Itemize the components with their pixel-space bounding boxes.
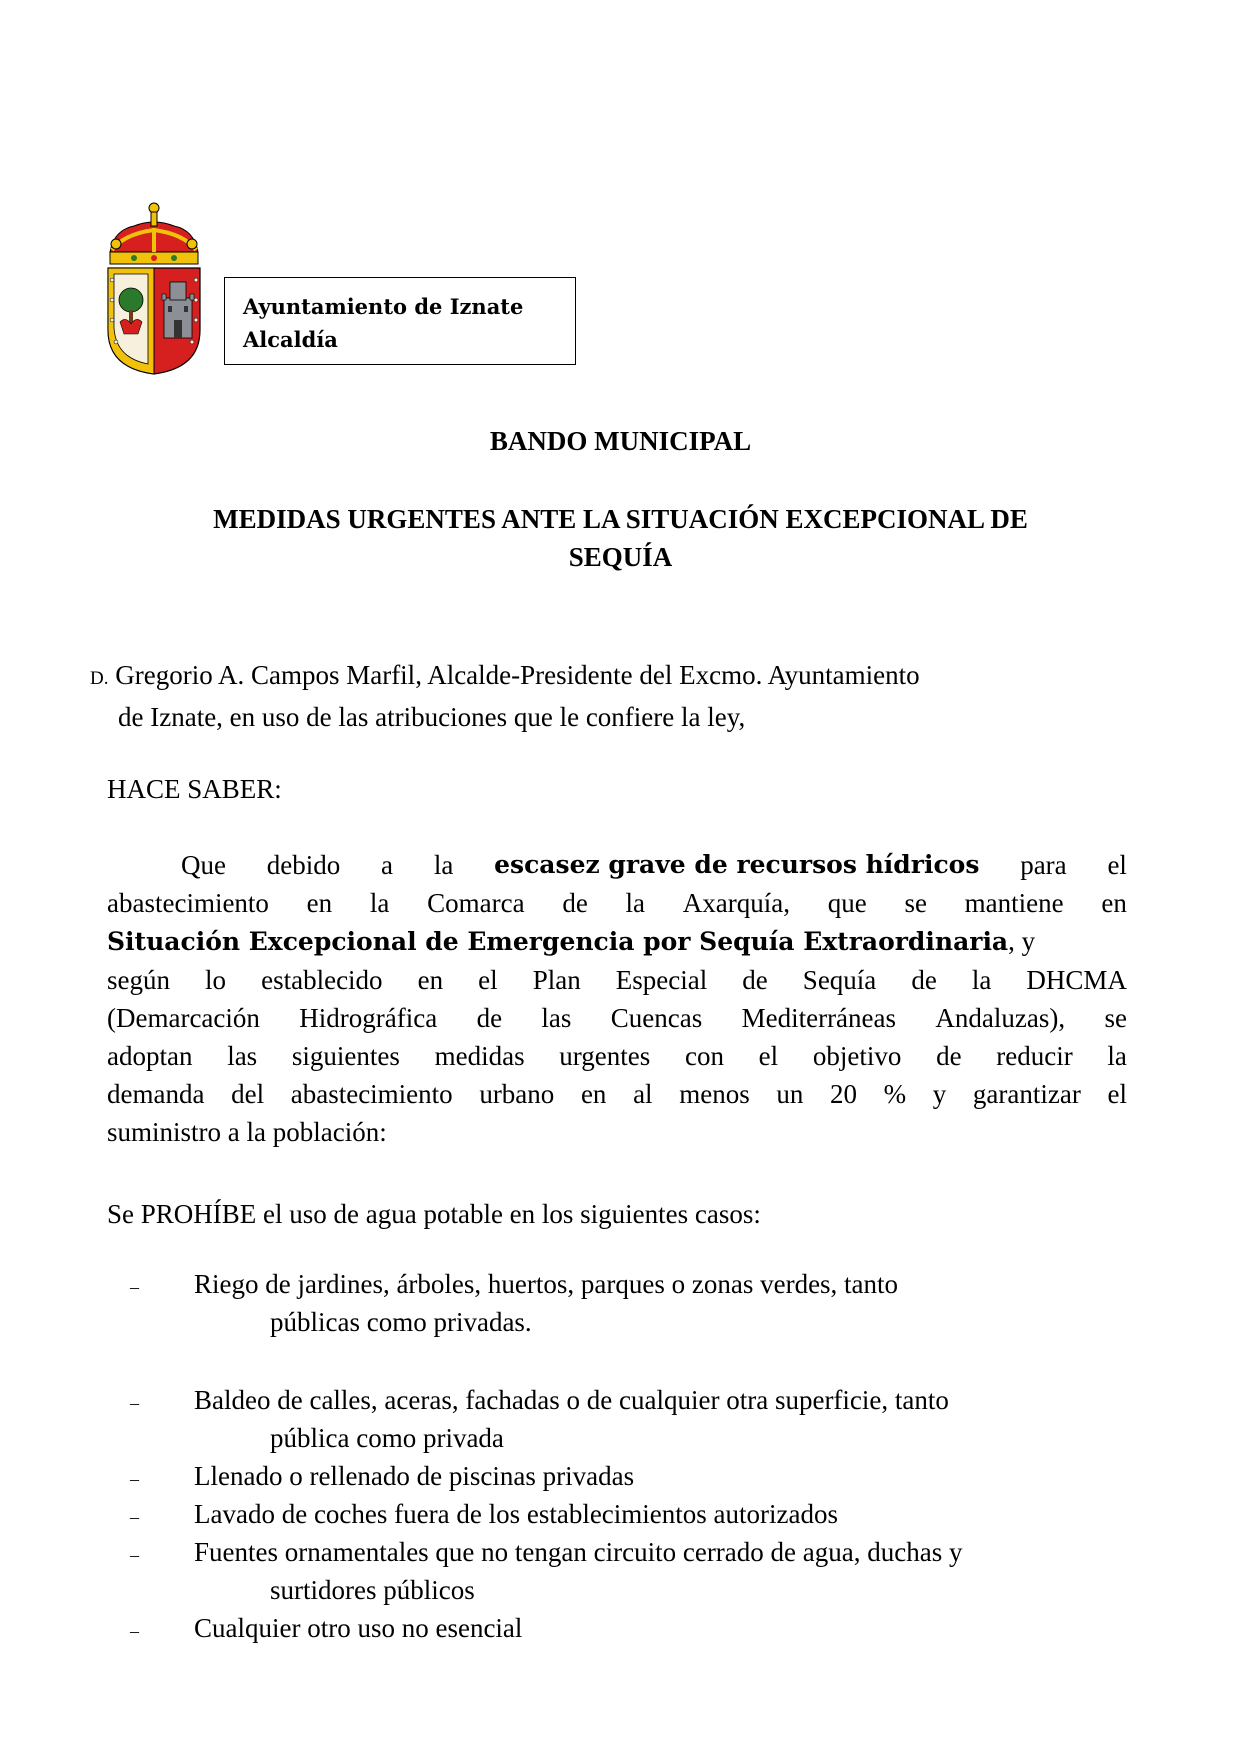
paragraph-word: en	[306, 888, 333, 918]
list-item	[130, 1381, 949, 1457]
paragraph-word: al	[633, 1079, 653, 1109]
paragraph-word: Especial	[615, 965, 708, 995]
paragraph-word: las	[541, 1003, 572, 1033]
paragraph-line	[107, 922, 1127, 961]
paragraph-word: de	[476, 1003, 503, 1033]
paragraph-word: objetivo	[812, 1041, 902, 1071]
paragraph-word: Sequía	[802, 965, 877, 995]
paragraph-word: de	[742, 965, 768, 995]
list-item-text: surtidores públicos	[270, 1575, 475, 1605]
paragraph-word: adoptan	[107, 1041, 193, 1071]
paragraph-word: se	[1104, 1003, 1127, 1033]
header-department: Alcaldía	[243, 327, 338, 352]
paragraph-word: DHCMA	[1026, 965, 1127, 995]
paragraph-word: abastecimiento	[290, 1079, 453, 1109]
paragraph-word: de	[911, 965, 937, 995]
paragraph-word: garantizar	[972, 1079, 1081, 1109]
paragraph-word: Mediterráneas	[741, 1003, 897, 1033]
paragraph-word: reducir	[996, 1041, 1073, 1071]
paragraph-word: la	[433, 850, 454, 880]
list-item-text: Llenado o rellenado de piscinas privadas	[194, 1461, 635, 1491]
list-item	[130, 1495, 838, 1536]
paragraph-line	[107, 961, 1127, 999]
paragraph-word: se	[904, 888, 927, 918]
paragraph-word: Plan	[532, 965, 581, 995]
paragraph-word: en	[580, 1079, 607, 1109]
paragraph-line: suministro a la población:	[107, 1117, 387, 1147]
subtitle-line-1: MEDIDAS URGENTES ANTE LA SITUACIÓN EXCEPCIONAL DE	[213, 504, 1028, 534]
header-box	[224, 277, 576, 365]
paragraph-word: de	[562, 888, 588, 918]
paragraph-word: abastecimiento	[107, 888, 269, 918]
list-item	[130, 1265, 898, 1341]
bullet-dash: –	[130, 1392, 139, 1413]
paragraph-line	[107, 846, 1127, 884]
paragraph-word: urgentes	[559, 1041, 651, 1071]
paragraph-word: la	[971, 965, 992, 995]
list-item	[130, 1457, 634, 1498]
paragraph-word: %	[883, 1079, 907, 1109]
bullet-dash: –	[130, 1506, 139, 1527]
paragraph-word: para	[1020, 850, 1067, 880]
paragraph-word: Que	[181, 850, 226, 880]
list-item-text: públicas como privadas.	[270, 1307, 532, 1337]
paragraph-word: a	[381, 850, 394, 880]
paragraph-word: del	[231, 1079, 265, 1109]
bullet-dash: –	[130, 1468, 139, 1489]
paragraph-word: de	[936, 1041, 962, 1071]
paragraph-word: un	[776, 1079, 804, 1109]
paragraph-word: con	[684, 1041, 724, 1071]
paragraph-word: la	[1107, 1041, 1127, 1071]
list-item-text: Baldeo de calles, aceras, fachadas o de cualquier otra superficie, tanto	[194, 1385, 949, 1415]
paragraph-line	[107, 1075, 1127, 1113]
paragraph-word: Hidrográfica	[299, 1003, 438, 1033]
paragraph-word: el	[758, 1041, 779, 1071]
intro-line-1: Gregorio A. Campos Marfil, Alcalde-Presidente del Excmo. Ayuntamiento	[115, 660, 920, 690]
paragraph-word: siguientes	[291, 1041, 400, 1071]
paragraph-word: en	[1101, 888, 1127, 918]
paragraph-text: , y	[1008, 926, 1036, 956]
scarcity-text: escasez grave de recursos hídricos	[494, 850, 980, 879]
paragraph-line	[107, 884, 1127, 922]
paragraph-word: debido	[266, 850, 341, 880]
intro-line-2: de Iznate, en uso de las atribuciones que le confiere la ley,	[118, 702, 746, 732]
bullet-dash: –	[130, 1620, 139, 1641]
paragraph-word: Cuencas	[610, 1003, 703, 1033]
list-item	[130, 1533, 962, 1609]
paragraph-word: 20	[829, 1079, 857, 1109]
paragraph-word: las	[227, 1041, 258, 1071]
paragraph-word: Axarquía,	[682, 888, 790, 918]
paragraph-word: (Demarcación	[107, 1003, 260, 1033]
intro-paragraph	[90, 656, 920, 736]
list-item	[130, 1609, 522, 1650]
document-title: BANDO MUNICIPAL	[489, 426, 752, 456]
list-item-text: Fuentes ornamentales que no tengan circuito cerrado de agua, duchas y	[194, 1537, 963, 1567]
paragraph-word: demanda	[107, 1079, 205, 1109]
list-item-text: Cualquier otro uso no esencial	[194, 1613, 523, 1643]
paragraph-word: y	[932, 1079, 947, 1109]
hace-saber-heading: HACE SABER:	[107, 774, 282, 804]
paragraph-word: en	[417, 965, 444, 995]
paragraph-word: Andaluzas),	[935, 1003, 1066, 1033]
coat-of-arms-icon	[104, 200, 204, 376]
paragraph-word: el	[1107, 850, 1127, 880]
subtitle-line-2: SEQUÍA	[568, 542, 673, 572]
list-item-text: Riego de jardines, árboles, huertos, parques o zonas verdes, tanto	[194, 1269, 899, 1299]
bullet-dash: –	[130, 1544, 139, 1565]
paragraph-word: medidas	[434, 1041, 525, 1071]
bullet-dash: –	[130, 1276, 139, 1297]
paragraph-word: Comarca	[427, 888, 525, 918]
prohibition-heading: Se PROHÍBE el uso de agua potable en los siguientes casos:	[107, 1199, 761, 1229]
intro-prefix: D.	[90, 668, 109, 689]
paragraph-word: que	[827, 888, 867, 918]
paragraph-word: el	[478, 965, 498, 995]
paragraph-line	[107, 999, 1127, 1037]
list-item-text: pública como privada	[270, 1423, 504, 1453]
paragraph-word: la	[625, 888, 646, 918]
paragraph-word: según	[107, 965, 170, 995]
header-organization: Ayuntamiento de Iznate	[243, 294, 524, 319]
list-item-text: Lavado de coches fuera de los establecimientos autorizados	[194, 1499, 838, 1529]
paragraph-word: establecido	[261, 965, 383, 995]
body-paragraph	[107, 846, 1127, 1151]
paragraph-word: mantiene	[964, 888, 1064, 918]
paragraph-line	[107, 1037, 1127, 1075]
paragraph-word: la	[369, 888, 390, 918]
document-subtitle	[0, 500, 1241, 576]
paragraph-word: urbano	[479, 1079, 555, 1109]
paragraph-word: el	[1107, 1079, 1127, 1109]
emergency-situation-text: Situación Excepcional de Emergencia por Sequía Extraordinaria	[107, 927, 1009, 956]
paragraph-word: lo	[205, 965, 227, 995]
paragraph-word: menos	[679, 1079, 750, 1109]
